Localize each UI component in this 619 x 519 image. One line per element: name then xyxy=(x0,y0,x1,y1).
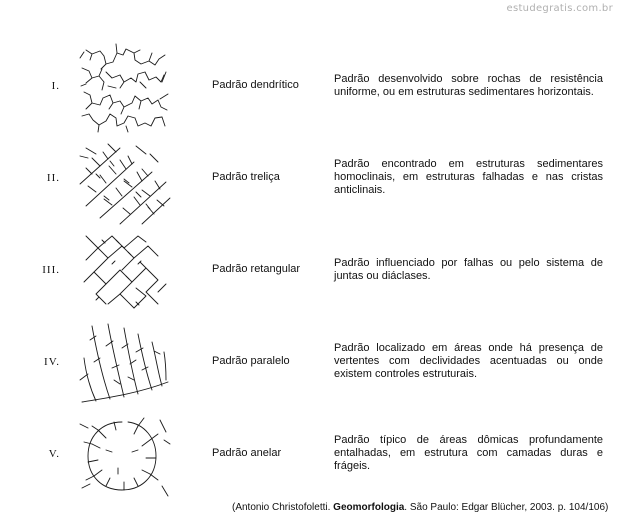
table-row xyxy=(0,226,619,318)
pattern-name: Padrão paralelo xyxy=(212,355,290,367)
row-numeral: I. xyxy=(51,80,60,92)
pattern-name: Padrão anelar xyxy=(212,447,282,459)
citation xyxy=(232,502,608,513)
pattern-name: Padrão treliça xyxy=(212,171,280,183)
row-numeral: IV. xyxy=(44,356,60,368)
dendritic-pattern-icon xyxy=(76,42,172,134)
table-row xyxy=(0,318,619,410)
citation-prefix: (Antonio Christofoletti. xyxy=(232,502,334,513)
row-numeral: II. xyxy=(46,172,60,184)
trellis-pattern-icon xyxy=(76,134,172,226)
citation-suffix: . São Paulo: Edgar Blücher, 2003. p. 104/106) xyxy=(404,502,609,513)
pattern-name: Padrão retangular xyxy=(212,263,301,275)
table-row xyxy=(0,410,619,502)
pattern-description: Padrão encontrado em estruturas sedimentares homoclinais, em estruturas falhadas e nas cristas anticlinais. xyxy=(334,158,603,196)
table-row xyxy=(0,42,619,134)
annular-pattern-icon xyxy=(76,410,172,502)
citation-title: Geomorfologia xyxy=(333,502,405,513)
pattern-description: Padrão influenciado por falhas ou pelo sistema de juntas ou diáclases. xyxy=(334,257,603,282)
pattern-description: Padrão localizado em áreas onde há presença de vertentes com declividades acentuadas ou onde existem controles estruturais. xyxy=(334,342,603,380)
watermark: estudegratis.com.br xyxy=(506,3,613,14)
rectangular-pattern-icon xyxy=(76,226,172,318)
table-row xyxy=(0,134,619,226)
row-numeral: V. xyxy=(48,448,60,460)
pattern-description: Padrão típico de áreas dômicas profundamente entalhadas, em estrutura com camadas duras e frágeis. xyxy=(334,434,603,472)
pattern-name: Padrão dendrítico xyxy=(212,79,299,91)
pattern-description: Padrão desenvolvido sobre rochas de resistência uniforme, ou em estruturas sedimentares horizontais. xyxy=(334,73,603,98)
row-numeral: III. xyxy=(42,264,60,276)
parallel-pattern-icon xyxy=(76,318,172,410)
